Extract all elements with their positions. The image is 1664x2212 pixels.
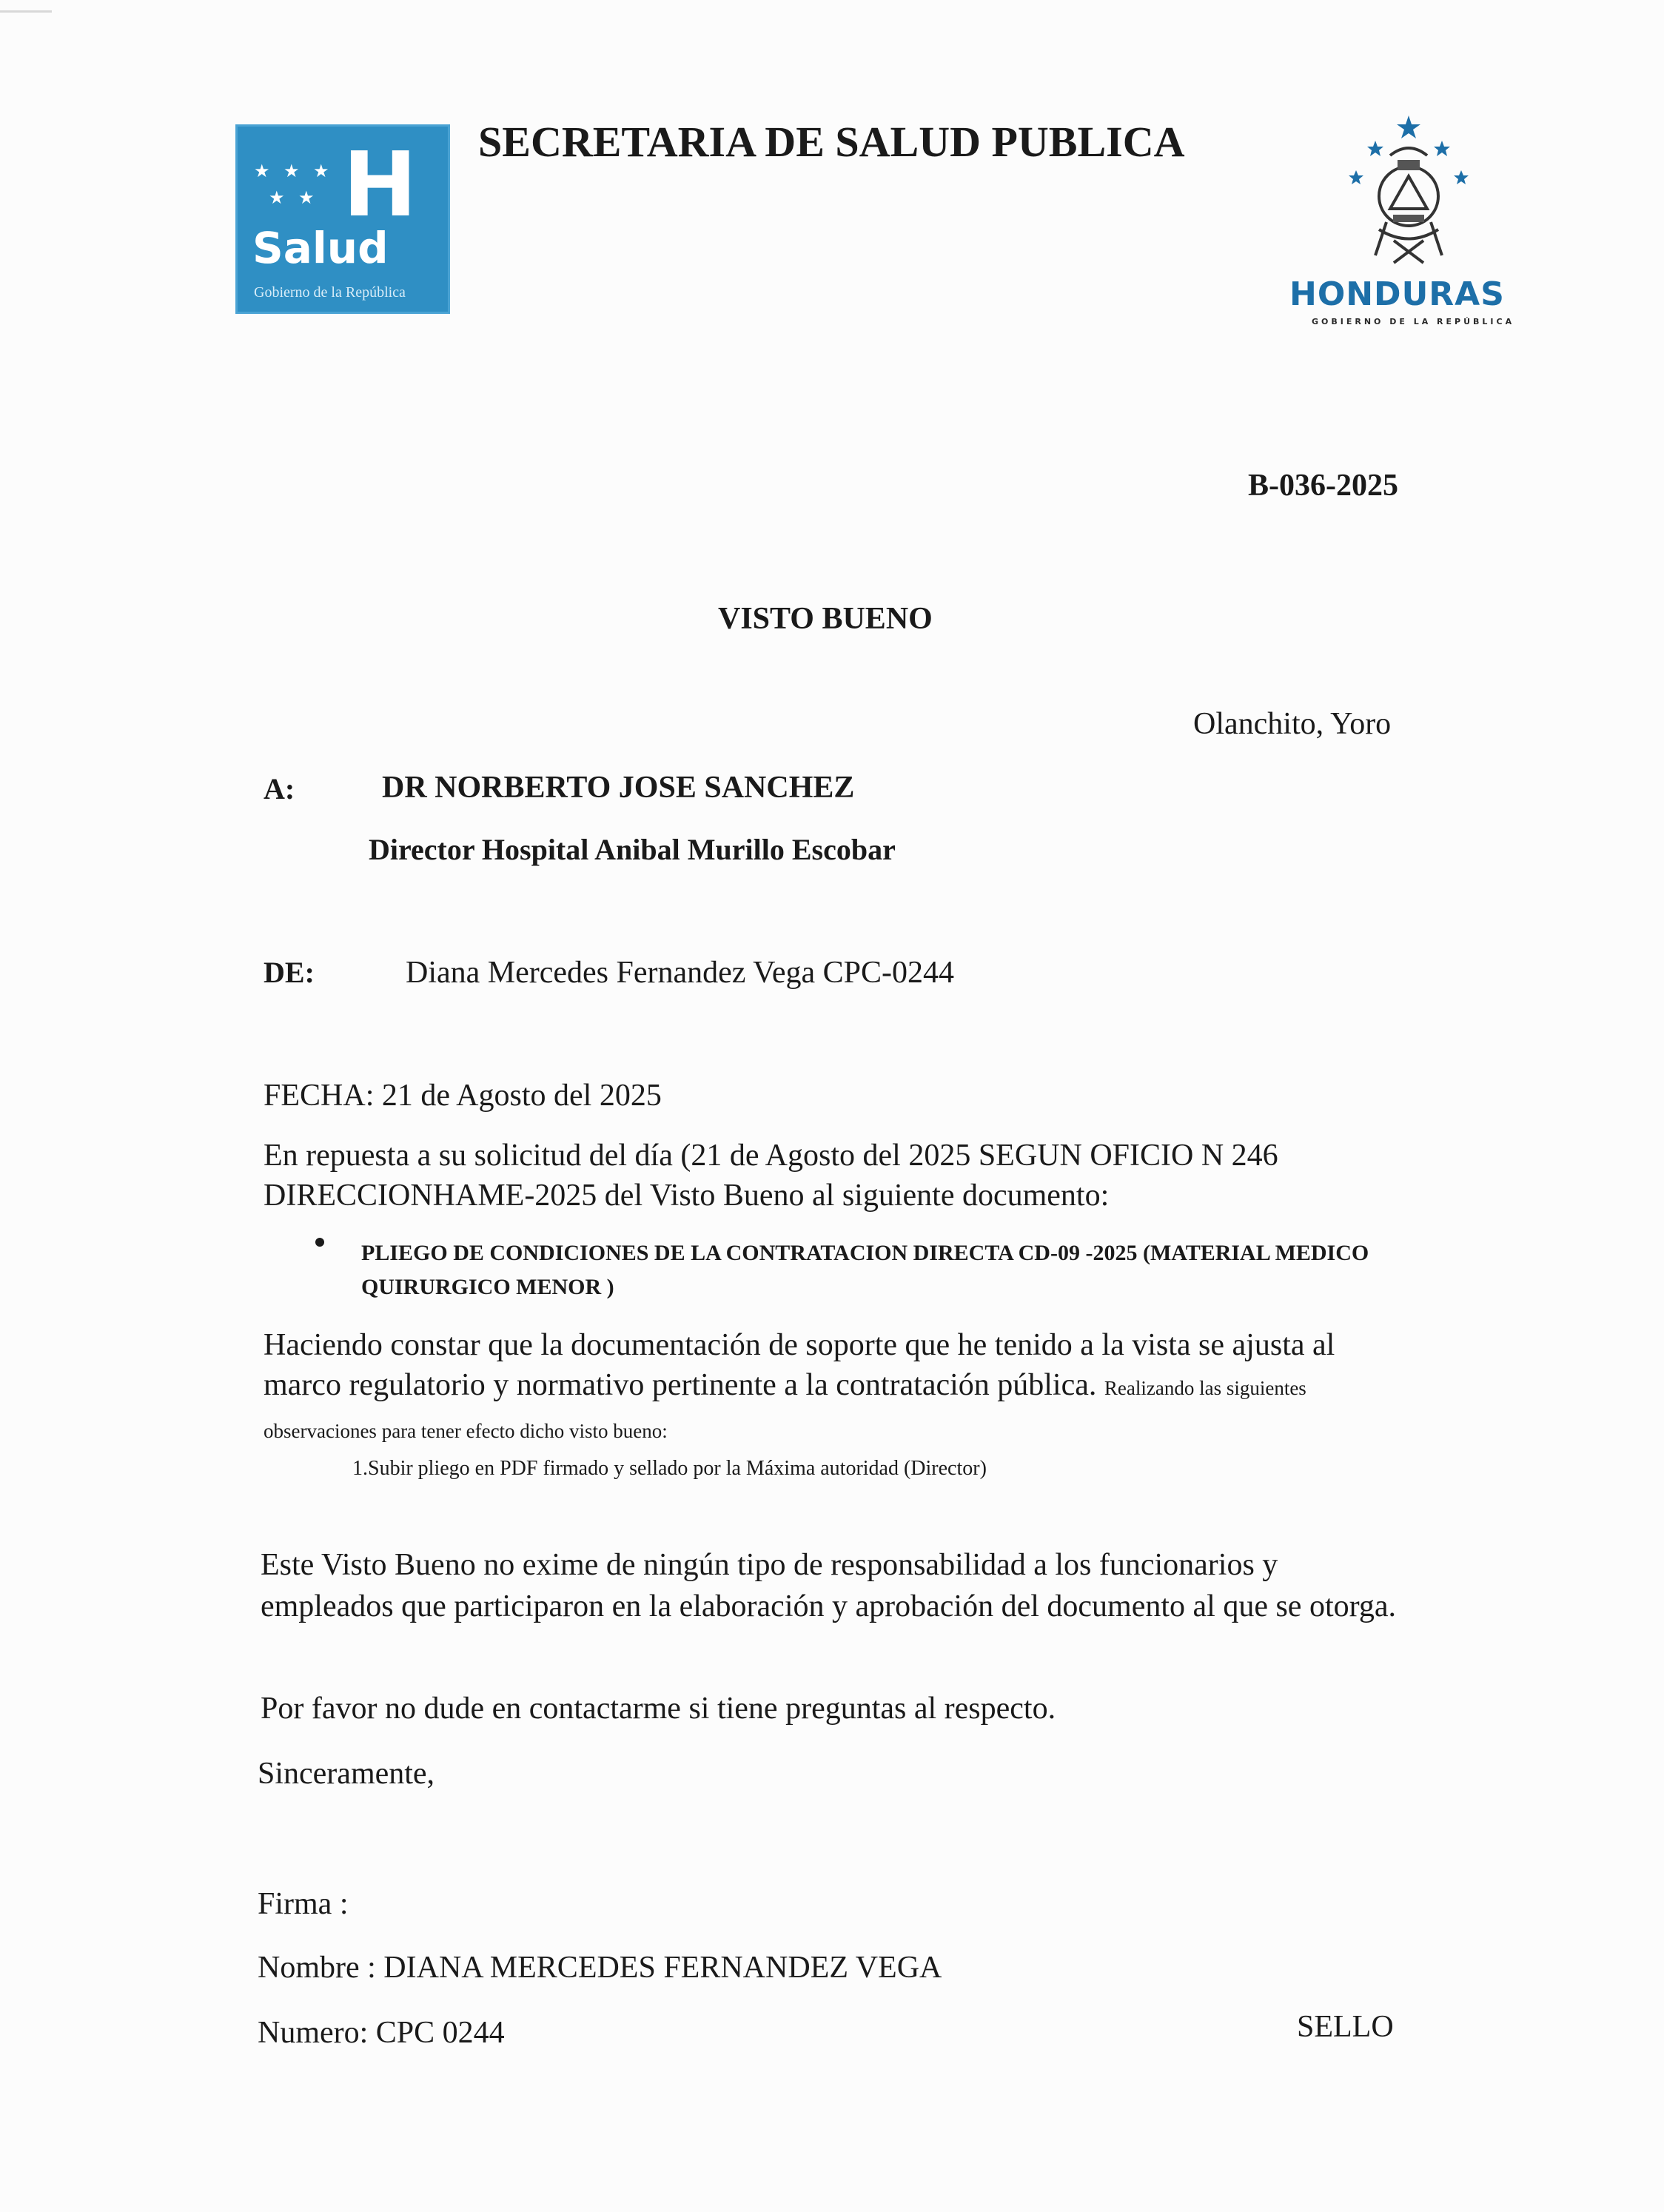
honduras-logo-subtitle: GOBIERNO DE LA REPÚBLICA xyxy=(1312,317,1515,326)
paragraph-compliance-observations: Realizando las siguientes observaciones para tener efecto dicho visto bueno: xyxy=(264,1377,1306,1442)
signature-label: Firma : xyxy=(258,1887,349,1921)
signature-number: Numero: CPC 0244 xyxy=(258,2016,505,2050)
from-label: DE: xyxy=(264,956,315,989)
closing-line: Sinceramente, xyxy=(258,1757,435,1791)
to-role: Director Hospital Anibal Murillo Escobar xyxy=(369,833,896,866)
salud-logo-subtitle: Gobierno de la República xyxy=(254,284,406,301)
document-title: VISTO BUENO xyxy=(718,602,933,636)
document-reference: B-036-2025 xyxy=(1248,469,1398,503)
signature-name: Nombre : DIANA MERCEDES FERNANDEZ VEGA xyxy=(258,1951,942,1985)
star-icon: ★ xyxy=(269,187,285,208)
from-name: Diana Mercedes Fernandez Vega CPC-0244 xyxy=(406,956,955,990)
star-icon: ★ xyxy=(284,161,300,181)
honduras-logo-name: HONDURAS xyxy=(1289,275,1505,313)
salud-logo xyxy=(235,124,450,314)
document-place: Olanchito, Yoro xyxy=(1193,707,1392,741)
salud-logo-mark: H xyxy=(343,134,417,237)
to-label: A: xyxy=(264,772,295,805)
to-name: DR NORBERTO JOSE SANCHEZ xyxy=(382,771,855,805)
honduras-coat-of-arms-icon xyxy=(1346,111,1472,281)
bullet-item: PLIEGO DE CONDICIONES DE LA CONTRATACION DIRECTA CD-09 -2025 (MATERIAL MEDICO QUIRURGICO MENOR ) xyxy=(361,1241,1369,1299)
page-title: SECRETARIA DE SALUD PUBLICA xyxy=(478,118,1185,166)
star-icon: ★ xyxy=(298,187,315,208)
paragraph-disclaimer: Este Visto Bueno no exime de ningún tipo de responsabilidad a los funcionarios y empleados que participaron en la elaboración y aprobación del documento al que se otorga. xyxy=(261,1548,1396,1623)
paragraph-compliance xyxy=(264,1325,1418,1451)
paragraph-contact: Por favor no dude en contactarme si tiene preguntas al respecto. xyxy=(261,1692,1056,1726)
bullet-icon xyxy=(315,1238,324,1247)
scan-mark xyxy=(0,10,52,13)
star-icon: ★ xyxy=(254,161,270,181)
star-icon: ★ xyxy=(313,161,329,181)
salud-logo-name: Salud xyxy=(252,223,389,273)
observation-item: 1.Subir pliego en PDF firmado y sellado por la Máxima autoridad (Director) xyxy=(352,1457,987,1480)
paragraph-request: En repuesta a su solicitud del día (21 de Agosto del 2025 SEGUN OFICIO N 246 DIRECCIONHAME-2025 del Visto Bueno al siguiente documento: xyxy=(264,1139,1278,1213)
seal-label: SELLO xyxy=(1297,2010,1394,2044)
paragraph-compliance-main: Haciendo constar que la documentación de soporte que he tenido a la vista se ajusta al marco regulatorio y normativo pertinente a la contratación pública. xyxy=(264,1328,1335,1402)
date-line: FECHA: 21 de Agosto del 2025 xyxy=(264,1079,662,1113)
